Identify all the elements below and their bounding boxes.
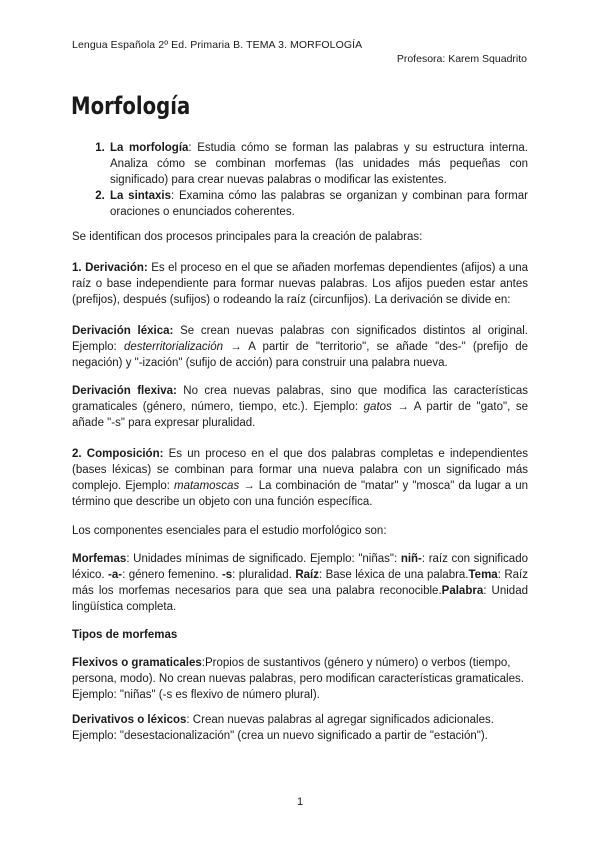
component-text: : pluralidad.: [232, 569, 296, 581]
header-course: Lengua Española 2º Ed. Primaria B. TEMA 3. MORFOLOGÍA: [72, 39, 363, 51]
term-gender-morpheme: -a-: [108, 569, 123, 581]
lexical-text: Se crean nuevas palabras con significados distintos al original. Ejemplo:: [72, 325, 528, 353]
components-intro: Los componentes esenciales para el estudio morfológico son:: [72, 525, 387, 537]
section-heading: [72, 627, 528, 643]
composition-text-continued: → La combinación de "matar" y "mosca" da lugar a un término que describe un objeto con una función específica.: [72, 480, 528, 508]
term-plural-morpheme: -s: [221, 569, 233, 581]
term-stem: Tema: [468, 569, 498, 581]
term-root: Raíz: [295, 569, 319, 581]
lexical-example: desterritorialización: [123, 341, 224, 353]
inflectional-text-continued: → A partir de "gato", se añade "-s" para expresar pluralidad.: [72, 401, 528, 429]
definitions-list: [72, 140, 528, 220]
term-morphemes: Morfemas: [72, 553, 127, 565]
inflectional-derivation-paragraph: [72, 383, 528, 431]
derivative-term: Derivativos o léxicos: [72, 714, 187, 726]
list-item: [108, 140, 528, 188]
composition-paragraph: [72, 446, 528, 510]
inflectional-text: No crea nuevas palabras, sino que modifica las características gramaticales (género, número, tiempo, etc.). Ejemplo:: [72, 385, 528, 413]
component-text: : raíz con significado léxico.: [72, 553, 528, 581]
processes-intro: Se identifican dos procesos principales para la creación de palabras:: [72, 231, 423, 243]
page-title: Morfología: [71, 92, 191, 120]
inflectional-example: gatos: [363, 401, 392, 413]
component-text: : Raíz más los morfemas necesarios para que sea una palabra reconocible.: [72, 569, 528, 597]
term-syntax: La sintaxis: [110, 190, 172, 202]
flexive-paragraph: [72, 655, 528, 703]
term-morphology: La morfología: [110, 142, 189, 154]
derivation-paragraph: [72, 260, 528, 308]
definition-text: : Estudia cómo se forman las palabras y su estructura interna. Analiza cómo se combinan morfemas (las unidades más pequeñas con significado) para crear nuevas palabras o modificar las existentes.: [110, 142, 529, 186]
component-text: : Unidades mínimas de significado. Ejemplo: "niñas":: [126, 553, 401, 565]
types-heading: Tipos de morfemas: [72, 629, 178, 641]
components-paragraph: [72, 551, 528, 615]
component-text: : género femenino.: [122, 569, 222, 581]
inflectional-term: Derivación flexiva:: [72, 385, 177, 397]
derivative-text: : Crean nuevas palabras al agregar significados adicionales. Ejemplo: "desestacionalización" (crea un nuevo significado a partir de "estación").: [72, 714, 494, 742]
term-root-morpheme: niñ-: [400, 553, 422, 565]
header-teacher: Profesora: Karem Squadrito: [396, 53, 527, 65]
flexive-text: :Propios de sustantivos (género y número) o verbos (tiempo, persona, modo). No crean nuevas palabras, pero modifican características gramaticales. Ejemplo: "niñas" (-s es flexivo de número plural).: [72, 657, 524, 701]
composition-example: matamoscas: [174, 480, 240, 492]
list-item: [108, 188, 528, 220]
composition-term: 2. Composición:: [72, 448, 164, 460]
definition-text: : Examina cómo las palabras se organizan y combinan para formar oraciones o enunciados coherentes.: [110, 190, 528, 218]
lexical-term: Derivación léxica:: [72, 325, 174, 337]
lexical-derivation-paragraph: [72, 323, 528, 371]
term-word: Palabra: [441, 585, 484, 597]
derivative-paragraph: [72, 712, 528, 744]
page-number: 1: [296, 796, 304, 808]
lexical-text-continued: → A partir de "territorio", se añade "des-" (prefijo de negación) y "-ización" (sufijo de acción) para construir una palabra nueva.: [72, 341, 528, 369]
flexive-term: Flexivos o gramaticales: [72, 657, 202, 669]
derivation-text: Es el proceso en el que se añaden morfemas dependientes (afijos) a una raíz o base independiente para formar nuevas palabras. Los afijos pueden estar antes (prefijos), después (sufijos) o rodeando la raíz (circunfijos). La derivación se divide en:: [72, 262, 529, 306]
component-text: : Base léxica de una palabra.: [318, 569, 469, 581]
document-body: [72, 140, 528, 744]
composition-text: Es un proceso en el que dos palabras completas e independientes (bases léxicas) se combinan para formar una nueva palabra con un significado más complejo. Ejemplo:: [72, 448, 528, 492]
derivation-term: 1. Derivación:: [72, 262, 148, 274]
component-text: : Unidad lingüística completa.: [72, 585, 528, 613]
